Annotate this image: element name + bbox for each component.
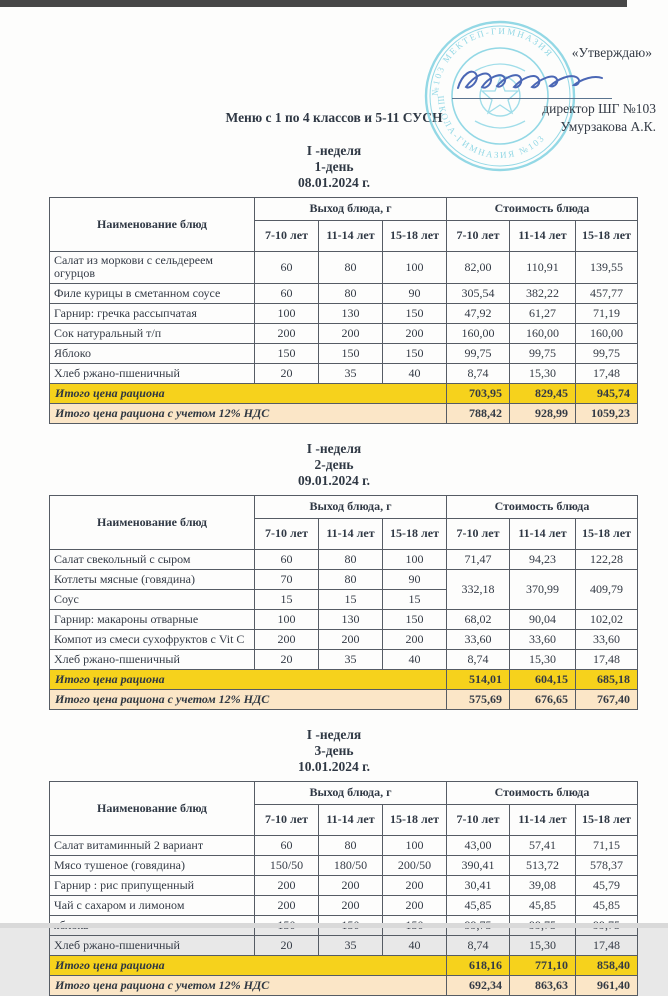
cost-value-cell: 110,91 <box>510 252 576 284</box>
total-value-cell: 858,40 <box>576 955 638 975</box>
vat-row <box>50 975 638 995</box>
col-header-age: 15-18 лет <box>383 221 447 252</box>
output-value-cell: 150 <box>255 343 319 363</box>
output-value-cell: 200 <box>319 323 383 343</box>
output-value-cell: 150/50 <box>255 855 319 875</box>
col-header-age: 15-18 лет <box>576 221 638 252</box>
output-value-cell: 40 <box>383 935 447 955</box>
total-row <box>50 669 638 689</box>
sections-container <box>0 143 668 996</box>
total-row <box>50 955 638 975</box>
output-value-cell: 15 <box>255 589 319 609</box>
total-value-cell: 703,95 <box>447 383 510 403</box>
section-date: 10.01.2024 г. <box>297 758 371 774</box>
col-header-age: 11-14 лет <box>510 804 576 835</box>
vat-label-cell: Итого цена рациона с учетом 12% НДС <box>50 403 447 423</box>
section-title-2 <box>0 441 668 489</box>
cost-value-cell: 94,23 <box>510 549 576 569</box>
cost-value-cell: 99,75 <box>510 343 576 363</box>
svg-text:№103 МЕКТЕП-ГИМНАЗИЯ: №103 МЕКТЕП-ГИМНАЗИЯ <box>429 25 556 97</box>
total-value-cell: 514,01 <box>447 669 510 689</box>
output-value-cell: 60 <box>255 283 319 303</box>
dish-name-cell: Мясо тушеное (говядина) <box>50 855 255 875</box>
output-value-cell: 40 <box>383 649 447 669</box>
menu-table-day-2 <box>49 495 638 710</box>
cost-value-cell: 160,00 <box>510 323 576 343</box>
cost-value-cell: 409,79 <box>576 569 638 609</box>
col-header-age: 15-18 лет <box>383 518 447 549</box>
col-header-age: 7-10 лет <box>255 518 319 549</box>
approval-label: «Утверждаю» <box>571 45 652 60</box>
dish-row <box>50 649 638 669</box>
approval-header <box>440 44 656 61</box>
output-value-cell: 80 <box>319 283 383 303</box>
vat-row <box>50 689 638 709</box>
col-header-age: 15-18 лет <box>576 518 638 549</box>
vat-value-cell: 788,42 <box>447 403 510 423</box>
output-value-cell: 180/50 <box>319 855 383 875</box>
output-value-cell: 200 <box>383 629 447 649</box>
output-value-cell: 100 <box>255 303 319 323</box>
output-value-cell: 35 <box>319 363 383 383</box>
cost-value-cell: 43,00 <box>447 835 510 855</box>
cost-value-cell: 457,77 <box>576 283 638 303</box>
cost-value-cell: 305,54 <box>447 283 510 303</box>
cost-value-cell: 15,30 <box>510 363 576 383</box>
output-value-cell: 130 <box>319 609 383 629</box>
cost-value-cell: 68,02 <box>447 609 510 629</box>
cost-value-cell: 45,85 <box>447 895 510 915</box>
col-header-age: 11-14 лет <box>510 221 576 252</box>
svg-text:ШКОЛА-ГИМНАЗИЯ №103: ШКОЛА-ГИМНАЗИЯ №103 <box>435 95 548 161</box>
col-header-age: 7-10 лет <box>255 804 319 835</box>
output-value-cell: 200 <box>255 895 319 915</box>
dish-name-cell: Хлеб ржано-пшеничный <box>50 363 255 383</box>
dish-name-cell: Салат витаминный 2 вариант <box>50 835 255 855</box>
output-value-cell: 100 <box>255 609 319 629</box>
section-week: I -неделя <box>306 726 362 742</box>
section-title-3 <box>0 727 668 775</box>
vat-value-cell: 928,99 <box>510 403 576 423</box>
dish-name-cell: Гарнир: гречка рассыпчатая <box>50 303 255 323</box>
col-header-cost: Стоимость блюда <box>447 781 638 804</box>
cost-value-cell: 382,22 <box>510 283 576 303</box>
dish-row <box>50 283 638 303</box>
dish-row <box>50 855 638 875</box>
output-value-cell: 80 <box>319 569 383 589</box>
dish-row <box>50 323 638 343</box>
vat-row <box>50 403 638 423</box>
dish-name-cell: Соус <box>50 589 255 609</box>
cost-value-cell: 71,47 <box>447 549 510 569</box>
dish-name-cell: Компот из смеси сухофруктов с Vit C <box>50 629 255 649</box>
cost-value-cell: 71,15 <box>576 835 638 855</box>
cost-value-cell: 17,48 <box>576 935 638 955</box>
col-header-age: 7-10 лет <box>447 804 510 835</box>
dish-name-cell: Хлеб ржано-пшеничный <box>50 935 255 955</box>
dish-name-cell: Хлеб ржано-пшеничный <box>50 649 255 669</box>
header-row-groups <box>50 495 638 518</box>
col-header-cost: Стоимость блюда <box>447 198 638 221</box>
cost-value-cell: 99,75 <box>576 343 638 363</box>
approval-position: директор ШГ №103 <box>542 101 656 116</box>
approval-signatory <box>440 100 656 136</box>
output-value-cell: 70 <box>255 569 319 589</box>
cost-value-cell: 160,00 <box>447 323 510 343</box>
total-value-cell: 685,18 <box>576 669 638 689</box>
output-value-cell: 90 <box>383 283 447 303</box>
dish-name-cell: Филе курицы в сметанном соусе <box>50 283 255 303</box>
output-value-cell: 80 <box>319 835 383 855</box>
total-label-cell: Итого цена рациона <box>50 383 447 403</box>
cost-value-cell: 33,60 <box>576 629 638 649</box>
cost-value-cell: 99,75 <box>447 343 510 363</box>
col-header-dish-name: Наименование блюд <box>50 495 255 549</box>
output-value-cell: 35 <box>319 935 383 955</box>
output-value-cell: 80 <box>319 252 383 284</box>
output-value-cell: 90 <box>383 569 447 589</box>
output-value-cell: 200 <box>255 629 319 649</box>
dish-row <box>50 609 638 629</box>
cost-value-cell: 8,74 <box>447 649 510 669</box>
col-header-age: 7-10 лет <box>447 518 510 549</box>
cost-value-cell: 15,30 <box>510 935 576 955</box>
vat-value-cell: 575,69 <box>447 689 510 709</box>
vat-value-cell: 1059,23 <box>576 403 638 423</box>
output-value-cell: 200/50 <box>383 855 447 875</box>
cost-value-cell: 15,30 <box>510 649 576 669</box>
cost-value-cell: 370,99 <box>510 569 576 609</box>
col-header-output: Выход блюда, г <box>255 495 447 518</box>
section-date: 09.01.2024 г. <box>297 472 371 488</box>
total-row <box>50 383 638 403</box>
vat-label-cell: Итого цена рациона с учетом 12% НДС <box>50 689 447 709</box>
vat-label-cell: Итого цена рациона с учетом 12% НДС <box>50 975 447 995</box>
col-header-age: 11-14 лет <box>319 518 383 549</box>
dish-name-cell: Сок натуральный т/п <box>50 323 255 343</box>
col-header-age: 7-10 лет <box>255 221 319 252</box>
vat-value-cell: 961,40 <box>576 975 638 995</box>
dish-row <box>50 935 638 955</box>
cost-value-cell: 139,55 <box>576 252 638 284</box>
total-label-cell: Итого цена рациона <box>50 669 447 689</box>
col-header-age: 11-14 лет <box>319 221 383 252</box>
dish-row <box>50 569 638 589</box>
vat-value-cell: 767,40 <box>576 689 638 709</box>
cost-value-cell: 332,18 <box>447 569 510 609</box>
output-value-cell: 150 <box>383 303 447 323</box>
output-value-cell: 150 <box>319 343 383 363</box>
dish-name-cell: Яблоко <box>50 343 255 363</box>
output-value-cell: 200 <box>319 875 383 895</box>
section-week: I -неделя <box>306 143 362 158</box>
cost-value-cell: 8,74 <box>447 935 510 955</box>
dish-name-cell: Котлеты мясные (говядина) <box>50 569 255 589</box>
dish-row <box>50 895 638 915</box>
dish-name-cell: Гарнир : рис припущенный <box>50 875 255 895</box>
total-value-cell: 829,45 <box>510 383 576 403</box>
vat-value-cell: 676,65 <box>510 689 576 709</box>
cost-value-cell: 390,41 <box>447 855 510 875</box>
col-header-dish-name: Наименование блюд <box>50 198 255 252</box>
section-title-1 <box>0 143 668 191</box>
cost-value-cell: 30,41 <box>447 875 510 895</box>
col-header-age: 7-10 лет <box>447 221 510 252</box>
cost-value-cell: 17,48 <box>576 363 638 383</box>
cost-value-cell: 45,85 <box>510 895 576 915</box>
output-value-cell: 60 <box>255 252 319 284</box>
col-header-age: 15-18 лет <box>383 804 447 835</box>
total-label-cell: Итого цена рациона <box>50 955 447 975</box>
total-value-cell: 771,10 <box>510 955 576 975</box>
section-date: 08.01.2024 г. <box>297 175 371 190</box>
output-value-cell: 150 <box>383 343 447 363</box>
dish-row <box>50 343 638 363</box>
col-header-output: Выход блюда, г <box>255 198 447 221</box>
output-value-cell: 20 <box>255 649 319 669</box>
cost-value-cell: 57,41 <box>510 835 576 855</box>
col-header-cost: Стоимость блюда <box>447 495 638 518</box>
director-signature <box>452 60 612 99</box>
dish-row <box>50 303 638 323</box>
output-value-cell: 100 <box>383 549 447 569</box>
section-day: 1-день <box>314 159 354 174</box>
cost-value-cell: 45,85 <box>576 895 638 915</box>
cost-value-cell: 160,00 <box>576 323 638 343</box>
header-row-groups <box>50 781 638 804</box>
col-header-output: Выход блюда, г <box>255 781 447 804</box>
output-value-cell: 200 <box>319 895 383 915</box>
col-header-dish-name: Наименование блюд <box>50 781 255 835</box>
cost-value-cell: 8,74 <box>447 363 510 383</box>
section-day: 2-день <box>314 456 354 472</box>
dish-name-cell: Салат свекольный с сыром <box>50 549 255 569</box>
cost-value-cell: 578,37 <box>576 855 638 875</box>
dish-name-cell: Салат из моркови с сельдереем огурцов <box>50 252 255 284</box>
dish-row <box>50 363 638 383</box>
output-value-cell: 130 <box>319 303 383 323</box>
cost-value-cell: 47,92 <box>447 303 510 323</box>
dish-name-cell: Чай с сахаром и лимоном <box>50 895 255 915</box>
output-value-cell: 100 <box>383 835 447 855</box>
output-value-cell: 100 <box>383 252 447 284</box>
menu-table-day-3 <box>49 781 638 996</box>
header-row-groups <box>50 198 638 221</box>
cost-value-cell: 33,60 <box>447 629 510 649</box>
menu-table-day-1 <box>49 197 638 424</box>
output-value-cell: 80 <box>319 549 383 569</box>
output-value-cell: 20 <box>255 935 319 955</box>
cost-value-cell: 33,60 <box>510 629 576 649</box>
output-value-cell: 200 <box>383 323 447 343</box>
cost-value-cell: 82,00 <box>447 252 510 284</box>
cost-value-cell: 17,48 <box>576 649 638 669</box>
total-value-cell: 945,74 <box>576 383 638 403</box>
vat-value-cell: 692,34 <box>447 975 510 995</box>
dish-row <box>50 252 638 284</box>
cost-value-cell: 102,02 <box>576 609 638 629</box>
col-header-age: 11-14 лет <box>319 804 383 835</box>
dish-row <box>50 629 638 649</box>
page-title: Меню с 1 по 4 классов и 5-11 СУСН <box>225 110 443 125</box>
output-value-cell: 200 <box>255 875 319 895</box>
scan-edge-top <box>0 0 627 7</box>
output-value-cell: 60 <box>255 835 319 855</box>
dish-row <box>50 549 638 569</box>
output-value-cell: 15 <box>383 589 447 609</box>
total-value-cell: 604,15 <box>510 669 576 689</box>
scan-edge-bottom <box>0 923 668 928</box>
dish-row <box>50 875 638 895</box>
cost-value-cell: 39,08 <box>510 875 576 895</box>
dish-name-cell: Гарнир: макароны отварные <box>50 609 255 629</box>
dish-row <box>50 835 638 855</box>
cost-value-cell: 45,79 <box>576 875 638 895</box>
cost-value-cell: 90,04 <box>510 609 576 629</box>
col-header-age: 15-18 лет <box>576 804 638 835</box>
col-header-age: 11-14 лет <box>510 518 576 549</box>
output-value-cell: 40 <box>383 363 447 383</box>
cost-value-cell: 61,27 <box>510 303 576 323</box>
output-value-cell: 20 <box>255 363 319 383</box>
section-day: 3-день <box>314 742 354 758</box>
section-week: I -неделя <box>306 440 362 456</box>
cost-value-cell: 513,72 <box>510 855 576 875</box>
output-value-cell: 35 <box>319 649 383 669</box>
vat-value-cell: 863,63 <box>510 975 576 995</box>
cost-value-cell: 71,19 <box>576 303 638 323</box>
output-value-cell: 200 <box>255 323 319 343</box>
approval-name: Умурзакова А.К. <box>560 119 656 134</box>
output-value-cell: 60 <box>255 549 319 569</box>
output-value-cell: 15 <box>319 589 383 609</box>
total-value-cell: 618,16 <box>447 955 510 975</box>
output-value-cell: 200 <box>383 895 447 915</box>
output-value-cell: 200 <box>383 875 447 895</box>
output-value-cell: 150 <box>383 609 447 629</box>
output-value-cell: 200 <box>319 629 383 649</box>
cost-value-cell: 122,28 <box>576 549 638 569</box>
